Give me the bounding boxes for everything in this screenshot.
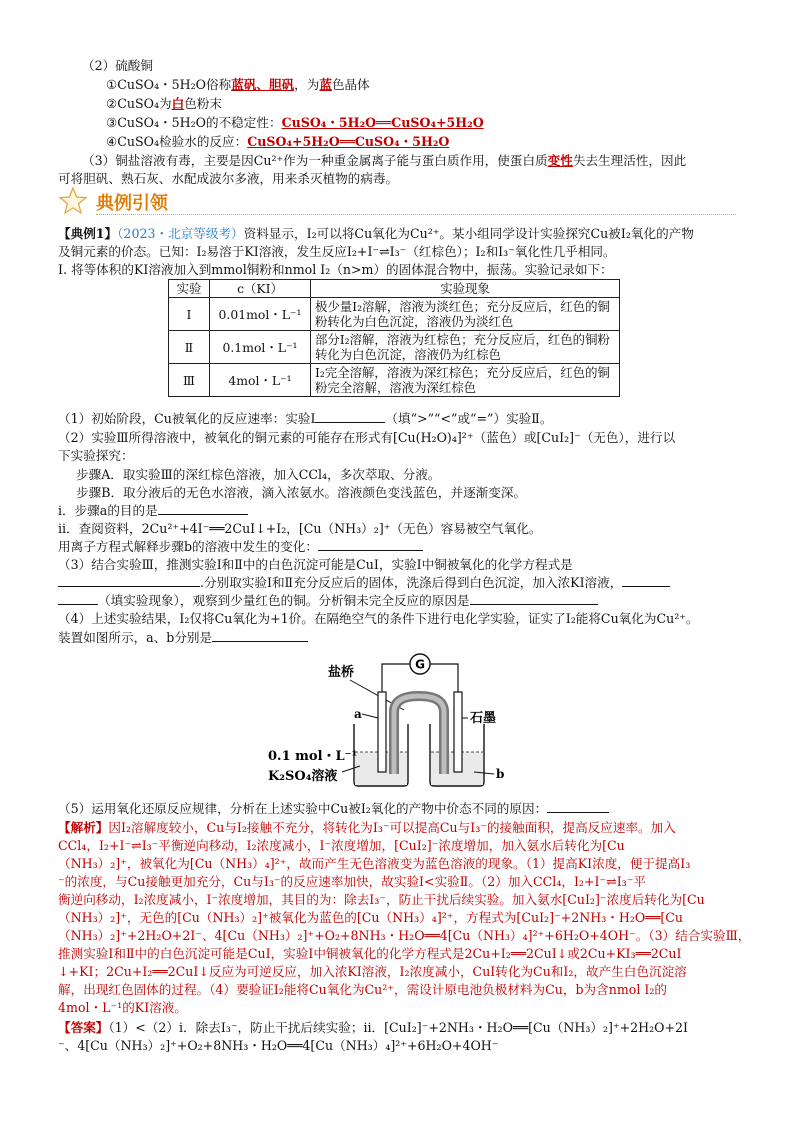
answer-blank[interactable] <box>315 410 385 423</box>
cuso4-powder-line: ②CuSO₄为白色粉末 <box>106 96 223 111</box>
answer-instability-equation: CuSO₄・5H₂O══CuSO₄+5H₂O <box>281 115 484 130</box>
bordeaux-mixture-line: 可将胆矾、熟石灰、水配成波尔多液，用来杀灭植物的病毒。 <box>58 171 399 186</box>
analysis-line: ↓+KI；2Cu+I₂══2CuI↓反应为可逆反应，加入浓KI溶液，I₂浓度减小，CuI转化为Cu和I₂，故产生白色沉淀溶 <box>58 964 687 979</box>
cuso4-common-name-line: ①CuSO₄・5H₂O俗称蓝矾、胆矾，为蓝色晶体 <box>106 77 370 92</box>
cuso4-instability-line: ③CuSO₄・5H₂O的不稳定性：CuSO₄・5H₂O══CuSO₄+5H₂O <box>106 115 484 130</box>
salt-bridge-label: 盐桥 <box>328 665 355 680</box>
answer-blank[interactable] <box>58 574 200 587</box>
answer-blank[interactable] <box>622 574 670 587</box>
table-header-row <box>169 280 620 298</box>
subquestion-1: （1）初始阶段，Cu被氧化的反应速率：实验Ⅰ （填“>”“<”或“=”）实验Ⅱ。 <box>58 411 553 426</box>
answer-blank[interactable] <box>318 538 423 551</box>
subquestion-3-line-1: （3）结合实验Ⅲ，推测实验Ⅰ和Ⅱ中的白色沉淀可能是CuI，实验Ⅰ中铜被氧化的化学方程式是 <box>58 557 573 572</box>
label-a: a <box>354 707 362 721</box>
table-cell: 0.01mol・L⁻¹ <box>210 298 311 331</box>
copper-salt-toxicity-line: （3）铜盐溶液有毒，主要是因Cu²⁺作为一种重金属离子能与蛋白质作用，使蛋白质变性失去生理活性，因此 <box>82 153 687 168</box>
answer-blank[interactable] <box>212 629 308 642</box>
electrochemical-apparatus-diagram <box>262 652 512 792</box>
subquestion-4-line-2: 装置如图所示，a、b分别是 <box>58 629 308 646</box>
subquestion-3-line-3: （填实验现象），观察到少量红色的铜。分析铜未完全反应的原因是 <box>58 592 598 609</box>
section-2-heading: （2）硫酸铜 <box>82 58 153 73</box>
analysis-tag: 【解析】 <box>58 820 109 835</box>
subquestion-4-line-1: （4）上述实验结果，I₂仅将Cu氧化为+1价。在隔绝空气的条件下进行电化学实验，证实了I₂能将Cu氧化为Cu²⁺。 <box>58 611 699 626</box>
section-divider <box>96 214 736 215</box>
concentration-label: 0.1 mol・L⁻¹ <box>268 749 358 764</box>
answer-blank[interactable] <box>547 800 609 813</box>
table-cell: Ⅲ <box>169 364 210 397</box>
step-a-line: 步骤A．取实验Ⅲ的深红棕色溶液，加入CCl₄，多次萃取、分液。 <box>76 467 441 482</box>
subquestion-2-i: ⅰ．步骤a的目的是 <box>58 502 248 519</box>
answer-line: ⁻、4[Cu（NH₃）₂]⁺+O₂+8NH₃・H₂O══4[Cu（NH₃）₄]²⁺+6H₂O+4OH⁻ <box>58 1038 499 1053</box>
analysis-line: 解，出现红色固体的过程。（4）要验证I₂能将Cu氧化为Cu²⁺，需设计原电池负极材料为Cu，b为含nmol I₂的 <box>58 982 667 997</box>
table-cell: 极少量I₂溶解，溶液为淡红色；充分反应后，红色的铜粉转化为白色沉淀，溶液仍为淡红色 <box>311 298 620 331</box>
answer-blank[interactable] <box>58 592 98 605</box>
answer-denature: 变性 <box>547 153 573 168</box>
table-cell: 0.1mol・L⁻¹ <box>210 331 311 364</box>
graphite-electrode <box>454 692 462 772</box>
analysis-line: 推测实验Ⅰ和Ⅱ中的白色沉淀可能是CuI，实验Ⅰ中铜被氧化的化学方程式是2Cu+I₂══2CuI↓或2Cu+KI₃══2CuI <box>58 946 682 961</box>
wire-left <box>382 664 410 692</box>
question-source: （2023・北京等级考） <box>117 226 244 241</box>
answer-line: 【答案】（1）<（2）ⅰ．除去I₃⁻，防止干扰后续实验；ⅱ．[CuI₂]⁻+2NH₃・H₂O══[Cu（NH₃）₂]⁺+2H₂O+2I <box>58 1020 689 1035</box>
subquestion-5: （5）运用氧化还原反应规律，分析在上述实验中Cu被I₂氧化的产物中价态不同的原因： <box>58 800 609 817</box>
table-row <box>169 298 620 331</box>
galvanometer-label: G <box>415 657 425 672</box>
cuso4-water-test-line: ④CuSO₄检验水的反应：CuSO₄+5H₂O══CuSO₄・5H₂O <box>106 134 450 149</box>
solution-label: K₂SO₄溶液 <box>268 769 338 784</box>
answer-powder-color: 白 <box>171 96 185 111</box>
subquestion-2-ii: ⅱ．查阅资料，2Cu²⁺+4I⁻══2CuI↓+I₂，[Cu（NH₃）₂]⁺（无色）容易被空气氧化。 <box>58 521 542 536</box>
table-row <box>169 364 620 397</box>
analysis-line: （NH₃）₂]⁺，无色的[Cu（NH₃）₂]⁺被氧化为蓝色的[Cu（NH₃）₄]²⁺，方程式为[CuI₂]⁻+2NH₃・H₂O══[Cu <box>58 910 684 925</box>
table-cell: 部分I₂溶解，溶液为红棕色；充分反应后，红色的铜粉转化为白色沉淀，溶液仍为红棕色 <box>311 331 620 364</box>
analysis-line: （NH₃）₂]⁺+2H₂O+2I⁻、4[Cu（NH₃）₂]⁺+O₂+8NH₃・H₂O══4[Cu（NH₃）₄]²⁺+6H₂O+4OH⁻。（3）结合实验Ⅲ， <box>58 928 751 943</box>
answer-color: 蓝 <box>319 77 332 92</box>
table-header-cell: c（KI） <box>210 280 311 298</box>
subquestion-2-line-1: （2）实验Ⅲ所得溶液中，被氧化的铜元素的可能存在形式有[Cu(H₂O)₄]²⁺（蓝色）或[CuI₂]⁻（无色），进行以 <box>58 430 676 445</box>
answer-blank[interactable] <box>470 592 598 605</box>
table-header-cell: 实验 <box>169 280 210 298</box>
graphite-label: 石墨 <box>470 711 497 726</box>
question-tag: 【典例1】 <box>58 226 118 241</box>
analysis-line: 【解析】因I₂溶解度较小，Cu与I₂接触不充分，将转化为I₃⁻可以提高Cu与I₃⁻的接触面积，提高反应速率。加入 <box>58 820 676 835</box>
table-row <box>169 331 620 364</box>
question-procedure-line: Ⅰ. 将等体积的KI溶液加入到mmol铜粉和nmol I₂（n>m）的固体混合物中，振荡。实验记录如下： <box>58 262 613 277</box>
electrode-a <box>378 692 386 772</box>
analysis-line: 衡逆向移动，I₂浓度减小，I⁻浓度增加，其目的为：除去I₃⁻，防止干扰后续实验。加入氨水[CuI₂]⁻浓度后转化为[Cu <box>58 892 705 907</box>
section-title: 典例引领 <box>96 193 168 214</box>
answer-blank[interactable] <box>158 502 248 515</box>
table-cell: Ⅱ <box>169 331 210 364</box>
experiment-table <box>168 279 620 397</box>
answer-water-test-equation: CuSO₄+5H₂O══CuSO₄・5H₂O <box>247 134 450 149</box>
subquestion-2-ii-equation: 用离子方程式解释步骤b的溶液中发生的变化： <box>58 538 423 555</box>
analysis-line: ⁻的浓度，与Cu接触更加充分，Cu与I₃⁻的反应速率加快，故实验Ⅰ<实验Ⅱ。（2）加入CCl₄，I₂+I⁻⇌I₃⁻平 <box>58 874 646 889</box>
table-cell: I₂完全溶解，溶液为深红棕色；充分反应后，红色的铜粉完全溶解，溶液为深红棕色 <box>311 364 620 397</box>
wire-right <box>430 664 458 692</box>
analysis-line: 4mol・L⁻¹的KI溶液。 <box>58 1000 187 1015</box>
star-icon <box>58 186 88 216</box>
table-cell: 4mol・L⁻¹ <box>210 364 311 397</box>
question-known-line: 及铜元素的价态。已知：I₂易溶于KI溶液，发生反应I₂+I⁻⇌I₃⁻（红棕色）；I₂和I₃⁻氧化性几乎相同。 <box>58 244 616 259</box>
answer-tag: 【答案】 <box>58 1020 109 1035</box>
table-header-cell: 实验现象 <box>311 280 620 298</box>
analysis-line: CCl₄，I₂+I⁻⇌I₃⁻平衡逆向移动，I₂浓度减小，I⁻浓度增加，[CuI₂]⁻浓度增加，加入氨水后转化为[Cu <box>58 838 625 853</box>
section-header <box>58 186 738 216</box>
subquestion-2-line-2: 下实验探究： <box>58 448 134 463</box>
question-intro-line: 【典例1】（2023・北京等级考）资料显示，I₂可以将Cu氧化为Cu²⁺。某小组同学设计实验探究Cu被I₂氧化的产物 <box>58 226 694 241</box>
table-cell: Ⅰ <box>169 298 210 331</box>
label-b: b <box>496 767 505 781</box>
analysis-line: （NH₃）₂]⁺，被氧化为[Cu（NH₃）₄]²⁺，故而产生无色溶液变为蓝色溶液的现象。（1）提高KI浓度，便于提高I₃ <box>58 856 691 871</box>
answer-common-name: 蓝矾、胆矾 <box>231 77 295 92</box>
subquestion-3-line-2: .分别取实验Ⅰ和Ⅱ充分反应后的固体，洗涤后得到白色沉淀，加入浓KI溶液， <box>58 574 670 591</box>
step-b-line: 步骤B．取分液后的无色水溶液，滴入浓氨水。溶液颜色变浅蓝色，并逐渐变深。 <box>76 485 527 500</box>
